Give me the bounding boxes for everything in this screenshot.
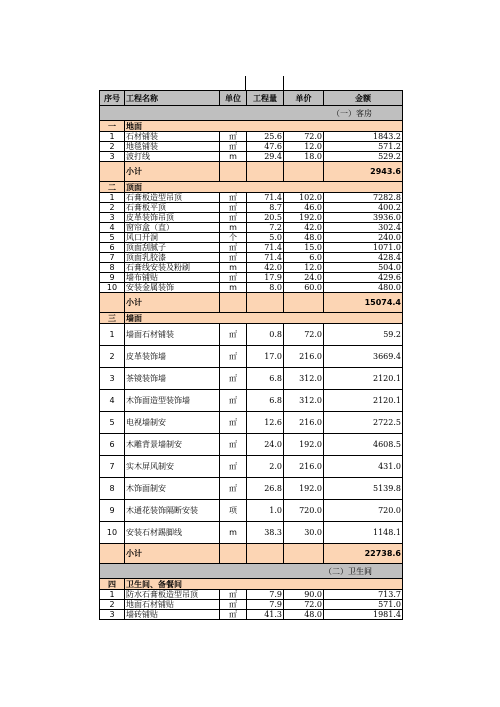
cell-no: 1 (100, 590, 125, 600)
cell-no: 10 (100, 283, 125, 293)
cell-unit: ㎡ (220, 434, 247, 456)
table-row (100, 273, 403, 283)
cell-name: 窗帘盒（直） (125, 223, 220, 233)
cell-name: 顶面乳胶漆 (125, 253, 220, 263)
cell-unit: ㎡ (220, 203, 247, 213)
subtotal-row-wall (100, 544, 403, 564)
cell-price: 192.0 (284, 213, 324, 223)
cell-name: 墙布铺贴 (125, 273, 220, 283)
cell-amount: 428.4 (324, 253, 403, 263)
cell-qty: 41.3 (247, 610, 284, 620)
cell-qty: 0.8 (247, 324, 284, 346)
subtotal-label: 小计 (125, 293, 220, 313)
table-body (100, 91, 403, 620)
cell-qty: 71.4 (247, 243, 284, 253)
cell-no: 6 (100, 434, 125, 456)
area-label: （一）客房 (100, 106, 403, 121)
section-row-floor (100, 121, 403, 132)
section-name: 墙面 (125, 313, 403, 324)
cell-name: 顶面刮腻子 (125, 243, 220, 253)
table-row (100, 132, 403, 142)
header-row (100, 91, 403, 106)
cell-qty: 6.8 (247, 368, 284, 390)
cell-qty: 7.2 (247, 223, 284, 233)
cell-amount: 571.2 (324, 142, 403, 152)
cell-amount: 3669.4 (324, 346, 403, 368)
cell-price: 12.0 (284, 263, 324, 273)
table-row (100, 243, 403, 253)
cell-name: 石膏板造型吊顶 (125, 193, 220, 203)
cell-unit: ㎡ (220, 368, 247, 390)
cell-no: 2 (100, 346, 125, 368)
cell-qty: 42.0 (247, 263, 284, 273)
cell-unit: ㎡ (220, 412, 247, 434)
cell-name: 石膏线安装及粉刷 (125, 263, 220, 273)
cell-amount: 2722.5 (324, 412, 403, 434)
subtotal-amount: 22738.6 (324, 544, 403, 564)
empty-cell (247, 544, 284, 564)
gridline (245, 76, 246, 90)
cell-name: 墙砖铺贴 (125, 610, 220, 620)
section-no: 四 (100, 579, 125, 590)
cell-amount: 429.6 (324, 273, 403, 283)
cell-name: 风口开洞 (125, 233, 220, 243)
cell-unit: ㎡ (220, 610, 247, 620)
cell-no: 7 (100, 456, 125, 478)
subtotal-label: 小计 (125, 162, 220, 182)
cell-price: 90.0 (284, 590, 324, 600)
empty-cell (247, 293, 284, 313)
table-row (100, 346, 403, 368)
cell-unit: m (220, 522, 247, 544)
cell-name: 木雕背景墙制安 (125, 434, 220, 456)
cell-price: 48.0 (284, 233, 324, 243)
table-row (100, 600, 403, 610)
cell-unit: m (220, 263, 247, 273)
cell-amount: 1981.4 (324, 610, 403, 620)
cell-unit: ㎡ (220, 590, 247, 600)
cell-name: 石膏板平顶 (125, 203, 220, 213)
section-no: 二 (100, 182, 125, 193)
subtotal-label: 小计 (125, 544, 220, 564)
col-header-qty: 工程量 (247, 91, 284, 106)
empty-cell (100, 162, 125, 182)
cell-unit: ㎡ (220, 346, 247, 368)
cell-price: 720.0 (284, 500, 324, 522)
cell-qty: 2.0 (247, 456, 284, 478)
empty-cell (100, 293, 125, 313)
table-row (100, 203, 403, 213)
cell-amount: 1148.1 (324, 522, 403, 544)
cell-name: 皮革装饰吊顶 (125, 213, 220, 223)
gridline (283, 76, 284, 90)
cell-price: 312.0 (284, 390, 324, 412)
subtotal-row-floor (100, 162, 403, 182)
cell-unit: ㎡ (220, 193, 247, 203)
table-row (100, 434, 403, 456)
cell-price: 24.0 (284, 273, 324, 283)
cell-no: 7 (100, 253, 125, 263)
cell-name: 安装石材踢脚线 (125, 522, 220, 544)
cell-price: 42.0 (284, 223, 324, 233)
cell-name: 皮革装饰墙 (125, 346, 220, 368)
cell-qty: 25.6 (247, 132, 284, 142)
cell-price: 72.0 (284, 324, 324, 346)
cell-unit: ㎡ (220, 132, 247, 142)
cell-unit: ㎡ (220, 243, 247, 253)
cell-qty: 12.6 (247, 412, 284, 434)
cell-amount: 2120.1 (324, 368, 403, 390)
cell-price: 46.0 (284, 203, 324, 213)
col-header-no: 序号 (100, 91, 125, 106)
section-row-wall (100, 313, 403, 324)
cell-amount: 400.2 (324, 203, 403, 213)
cell-no: 3 (100, 610, 125, 620)
cell-price: 6.0 (284, 253, 324, 263)
cell-no: 1 (100, 132, 125, 142)
cell-qty: 29.4 (247, 152, 284, 162)
table-row (100, 142, 403, 152)
cell-price: 192.0 (284, 434, 324, 456)
cell-qty: 7.9 (247, 600, 284, 610)
cell-no: 3 (100, 152, 125, 162)
cell-qty: 8.7 (247, 203, 284, 213)
cell-no: 1 (100, 193, 125, 203)
cell-no: 8 (100, 263, 125, 273)
cell-amount: 4608.5 (324, 434, 403, 456)
cell-no: 8 (100, 478, 125, 500)
section-name: 顶面 (125, 182, 403, 193)
cell-amount: 59.2 (324, 324, 403, 346)
empty-cell (284, 293, 324, 313)
section-row-ceiling (100, 182, 403, 193)
cell-no: 9 (100, 273, 125, 283)
cell-amount: 720.0 (324, 500, 403, 522)
cell-name: 木饰面制安 (125, 478, 220, 500)
cell-name: 木饰面造型装饰墙 (125, 390, 220, 412)
cell-qty: 8.0 (247, 283, 284, 293)
table-row (100, 233, 403, 243)
cell-amount: 1843.2 (324, 132, 403, 142)
table-row (100, 283, 403, 293)
cell-name: 安装金属装饰 (125, 283, 220, 293)
cell-name: 电视墙制安 (125, 412, 220, 434)
cell-price: 312.0 (284, 368, 324, 390)
section-row-bathroom (100, 579, 403, 590)
empty-cell (220, 293, 247, 313)
table-row (100, 213, 403, 223)
cell-no: 6 (100, 243, 125, 253)
cell-unit: 项 (220, 500, 247, 522)
area-row-guest-room (100, 106, 403, 121)
section-name: 地面 (125, 121, 403, 132)
table-row (100, 152, 403, 162)
cell-name: 墙面石材铺装 (125, 324, 220, 346)
cell-price: 48.0 (284, 610, 324, 620)
cell-amount: 529.2 (324, 152, 403, 162)
cell-price: 30.0 (284, 522, 324, 544)
cell-price: 72.0 (284, 600, 324, 610)
cell-no: 3 (100, 213, 125, 223)
empty-cell (284, 544, 324, 564)
cell-name: 实木屏风制安 (125, 456, 220, 478)
table-row (100, 390, 403, 412)
area-row-bathroom (100, 564, 403, 579)
cell-amount: 240.0 (324, 233, 403, 243)
cell-name: 茶镜装饰墙 (125, 368, 220, 390)
section-no: 一 (100, 121, 125, 132)
table-row (100, 193, 403, 203)
table-row (100, 456, 403, 478)
cell-unit: m (220, 223, 247, 233)
cell-amount: 302.4 (324, 223, 403, 233)
cell-unit: 个 (220, 233, 247, 243)
table-row (100, 610, 403, 620)
cell-unit: ㎡ (220, 142, 247, 152)
cell-amount: 3936.0 (324, 213, 403, 223)
cell-qty: 20.5 (247, 213, 284, 223)
table-row (100, 368, 403, 390)
table-row (100, 478, 403, 500)
cell-amount: 571.0 (324, 600, 403, 610)
cell-no: 2 (100, 600, 125, 610)
cell-price: 18.0 (284, 152, 324, 162)
cell-amount: 504.0 (324, 263, 403, 273)
section-no: 三 (100, 313, 125, 324)
table-row (100, 253, 403, 263)
cell-price: 192.0 (284, 478, 324, 500)
cell-price: 216.0 (284, 456, 324, 478)
col-header-unit: 单位 (220, 91, 247, 106)
cell-amount: 7282.8 (324, 193, 403, 203)
empty-cell (284, 162, 324, 182)
cell-amount: 5139.8 (324, 478, 403, 500)
cell-name: 木通花装饰隔断安装 (125, 500, 220, 522)
table-row (100, 324, 403, 346)
empty-cell (220, 162, 247, 182)
cell-qty: 71.4 (247, 253, 284, 263)
cell-no: 2 (100, 142, 125, 152)
cell-price: 216.0 (284, 412, 324, 434)
cell-name: 地面石材铺贴 (125, 600, 220, 610)
cell-unit: ㎡ (220, 253, 247, 263)
cell-qty: 26.8 (247, 478, 284, 500)
cell-unit: ㎡ (220, 600, 247, 610)
cell-qty: 6.8 (247, 390, 284, 412)
table-row (100, 223, 403, 233)
col-header-name: 工程名称 (125, 91, 220, 106)
subtotal-amount: 15074.4 (324, 293, 403, 313)
cell-qty: 71.4 (247, 193, 284, 203)
section-name: 卫生间、备餐间 (125, 579, 403, 590)
col-header-amount: 金额 (324, 91, 403, 106)
table-row (100, 590, 403, 600)
table-row (100, 263, 403, 273)
cell-qty: 38.3 (247, 522, 284, 544)
cell-amount: 1071.0 (324, 243, 403, 253)
cell-price: 60.0 (284, 283, 324, 293)
subtotal-amount: 2943.6 (324, 162, 403, 182)
cell-unit: m (220, 283, 247, 293)
cell-qty: 17.9 (247, 273, 284, 283)
cell-no: 5 (100, 412, 125, 434)
cell-price: 102.0 (284, 193, 324, 203)
cell-name: 地毯铺装 (125, 142, 220, 152)
cell-unit: ㎡ (220, 390, 247, 412)
cell-no: 2 (100, 203, 125, 213)
cell-qty: 47.6 (247, 142, 284, 152)
cell-qty: 1.0 (247, 500, 284, 522)
cell-price: 15.0 (284, 243, 324, 253)
cell-qty: 17.0 (247, 346, 284, 368)
col-header-price: 单价 (284, 91, 324, 106)
cell-no: 4 (100, 390, 125, 412)
cell-amount: 480.0 (324, 283, 403, 293)
cell-no: 1 (100, 324, 125, 346)
table-row (100, 500, 403, 522)
cell-no: 5 (100, 233, 125, 243)
cell-qty: 7.9 (247, 590, 284, 600)
table-row (100, 412, 403, 434)
cell-amount: 713.7 (324, 590, 403, 600)
cell-qty: 24.0 (247, 434, 284, 456)
cell-qty: 5.0 (247, 233, 284, 243)
empty-cell (220, 544, 247, 564)
cell-unit: ㎡ (220, 478, 247, 500)
cell-no: 4 (100, 223, 125, 233)
subtotal-row-ceiling (100, 293, 403, 313)
cell-price: 72.0 (284, 132, 324, 142)
cell-price: 216.0 (284, 346, 324, 368)
cell-unit: ㎡ (220, 273, 247, 283)
empty-cell (100, 544, 125, 564)
cell-unit: ㎡ (220, 324, 247, 346)
quotation-table (99, 90, 403, 620)
cell-price: 12.0 (284, 142, 324, 152)
cell-name: 波打线 (125, 152, 220, 162)
cell-no: 10 (100, 522, 125, 544)
cell-no: 9 (100, 500, 125, 522)
cell-unit: ㎡ (220, 456, 247, 478)
cell-unit: m (220, 152, 247, 162)
area-label: （二）卫生间 (100, 564, 403, 579)
cell-amount: 431.0 (324, 456, 403, 478)
cell-unit: ㎡ (220, 213, 247, 223)
cell-name: 石材铺装 (125, 132, 220, 142)
cell-amount: 2120.1 (324, 390, 403, 412)
empty-cell (247, 162, 284, 182)
cell-no: 3 (100, 368, 125, 390)
table-row (100, 522, 403, 544)
cell-name: 防水石膏板造型吊顶 (125, 590, 220, 600)
